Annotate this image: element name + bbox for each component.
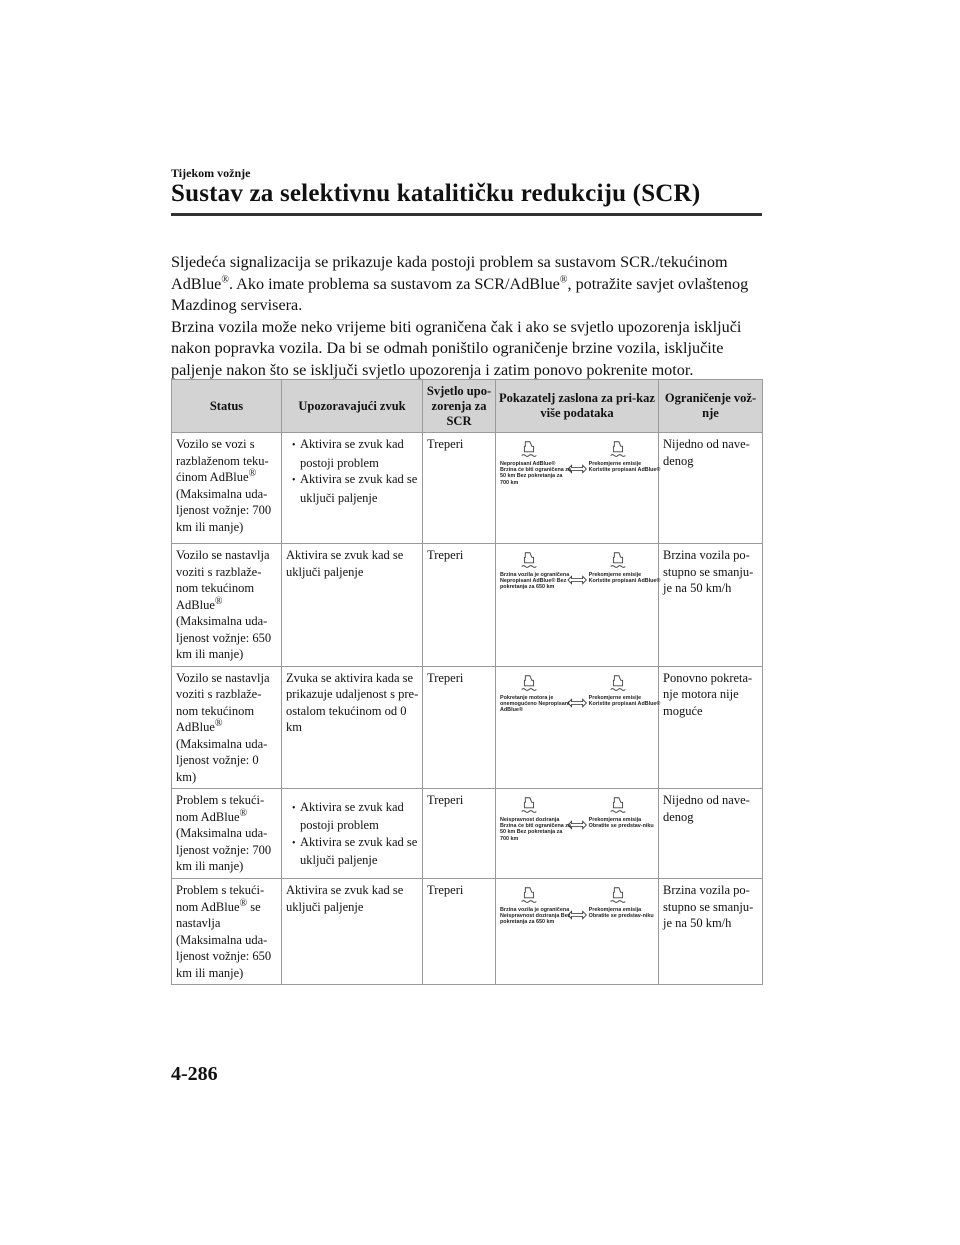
cell-sound [282,433,423,544]
display-indicator [500,670,661,736]
intro-p1-c: , potražite savjet ovlaštenog Mazdinog servisera. [171,274,749,314]
panel-text: Brzina vozila je ograničena Neispravnost doziranja Bez pokretanja za 650 km [500,907,571,926]
table-header-row [172,380,763,433]
scr-warning-icon [518,795,540,817]
cell-status [172,666,282,789]
display-panel-left [500,437,571,501]
cell-display [496,666,659,789]
cell-light: Treperi [423,666,496,789]
cell-status [172,789,282,879]
title-rule [171,213,762,216]
sound-item: • Aktivira se zvuk kad se uključi paljenje [286,471,419,506]
scr-warning-table [171,379,763,985]
header-limit: Ograničenje vož-nje [659,380,763,433]
scr-warning-icon [607,885,629,907]
display-panel-left [500,793,571,857]
sound-item: • Aktivira se zvuk kad postoji problem [286,799,419,834]
status-text: Problem s tekući-nom AdBlue [176,883,265,914]
intro-p1-b: . Ako imate problema sa sustavom za SCR/AdBlue [228,274,560,293]
display-panel-left [500,671,570,735]
reg-mark: ® [221,274,229,286]
cell-display [496,433,659,544]
display-panel-right [588,437,661,501]
scr-warning-icon [518,885,540,907]
cell-sound: Aktivira se zvuk kad se uključi paljenje [282,879,423,985]
cell-status [172,544,282,667]
intro-text [171,252,766,381]
status-detail: (Maksimalna uda-ljenost vožnje: 0 km) [176,736,268,784]
cell-light: Treperi [423,879,496,985]
cell-display [496,789,659,879]
table-row [172,544,763,667]
cell-light: Treperi [423,544,496,667]
display-indicator [500,882,655,948]
status-detail: (Maksimalna uda-ljenost vožnje: 650 km ili manje) [176,614,272,661]
display-panel-right [588,548,661,612]
status-detail: (Maksimalna uda-ljenost vožnje: 650 km ili manje) [176,932,272,980]
scr-warning-icon [518,439,540,461]
table-row [172,879,763,985]
section-label: Tijekom vožnje [171,166,251,180]
panel-text: Prekomjerna emisija Obratite se predstav-niku [588,817,654,830]
cell-status [172,879,282,985]
cell-display [496,879,659,985]
cell-light: Treperi [423,433,496,544]
scr-warning-icon [607,795,629,817]
status-text: Vozilo se nastavlja voziti s razblaže-nom tekućinom AdBlue [176,670,270,734]
scr-warning-icon [607,439,629,461]
scr-warning-icon [518,550,540,572]
status-detail: (Maksimalna uda-ljenost vožnje: 700 km ili manje) [176,486,272,534]
sound-item: • Aktivira se zvuk kad postoji problem [286,436,419,471]
page-title: Sustav za selektivnu katalitičku redukciju (SCR) [171,180,701,207]
header-sound: Upozoravajući zvuk [282,380,423,433]
status-text: Vozilo se vozi s razblaženom teku-ćinom AdBlue [176,437,269,484]
panel-text: Nepropisani AdBlue® Brzina će biti ograničena za 50 km Bez pokretanja za 700 km [500,461,571,486]
cell-limit: Nijedno od nave-denog [659,433,763,544]
cell-limit: Brzina vozila po-stupno se smanju-je na 50 km/h [659,879,763,985]
display-panel-right [589,793,655,857]
header-display: Pokazatelj zaslona za pri-kaz više podataka [496,380,659,433]
panel-text: Prekomjerne emisije Koristite propisani AdBlue® [588,694,661,707]
cell-status [172,433,282,544]
sound-item: • Aktivira se zvuk kad se uključi paljenje [286,834,419,869]
reg-mark: ® [559,274,568,286]
cell-sound [282,789,423,879]
display-panel-left [500,548,570,612]
cell-limit: Nijedno od nave-denog [659,789,763,879]
panel-text: Brzina vozila je ograničena Nepropisani AdBlue® Bez pokretanja za 650 km [500,572,570,591]
scr-warning-icon [607,673,629,695]
reg-mark: ® [239,807,248,819]
display-indicator [500,436,661,502]
cell-limit: Ponovno pokreta-nje motora nije moguće [659,666,763,789]
cell-light: Treperi [423,789,496,879]
intro-paragraph-2: Brzina vozila može neko vrijeme biti ograničena čak i ako se svjetlo upozorenja isključi nakon popravka vozila. Da bi se odmah poništilo ograničenje brzine vozila, isključite paljenje nakon što se isključi svjetlo upozorenja i zatim ponovo pokrenite motor. [171,317,742,379]
status-detail: (Maksimalna uda-ljenost vožnje: 700 km ili manje) [176,826,272,873]
cell-limit: Brzina vozila po-stupno se smanju-je na 50 km/h [659,544,763,667]
status-text: Problem s tekući-nom AdBlue [176,793,265,824]
display-indicator [500,547,661,613]
panel-text: Prekomjerne emisije Koristite propisani AdBlue® [588,572,661,585]
reg-mark: ® [239,897,248,909]
cell-sound: Aktivira se zvuk kad se uključi paljenje [282,544,423,667]
intro-paragraph-1 [171,252,766,317]
reg-mark: ® [214,595,223,607]
panel-text: Prekomjerne emisije Koristite propisani AdBlue® [588,461,661,474]
display-indicator [500,792,655,858]
reg-mark: ® [248,467,257,479]
panel-text: Pokretanje motora je onemogućeno Nepropisani AdBlue® [500,694,570,713]
table-row [172,666,763,789]
display-panel-right [589,883,655,947]
table-row [172,433,763,544]
status-text-cont: se nastavlja [176,899,261,930]
display-panel-right [588,671,661,735]
page-number: 4-286 [171,1063,218,1085]
header-status: Status [172,380,282,433]
status-text: Vozilo se nastavlja voziti s razblaže-nom tekućinom AdBlue [176,548,270,612]
header-light: Svjetlo upo-zorenja za SCR [423,380,496,433]
display-panel-left [500,883,571,947]
table-row [172,789,763,879]
panel-text: Neispravnost doziranja Brzina će biti ograničena za 50 km Bez pokretanja za 700 km [500,817,571,842]
cell-sound: Zvuka se aktivira kada se prikazuje udaljenost s pre-ostalom tekućinom od 0 km [282,666,423,789]
panel-text: Prekomjerna emisija Obratite se predstav-niku [588,907,654,920]
cell-display [496,544,659,667]
intro-p1-a: Sljedeća signalizacija se prikazuje kada postoji problem sa sustavom SCR./tekućinom AdBlue [171,253,728,293]
scr-warning-icon [518,673,540,695]
reg-mark: ® [214,717,223,729]
scr-warning-icon [607,550,629,572]
